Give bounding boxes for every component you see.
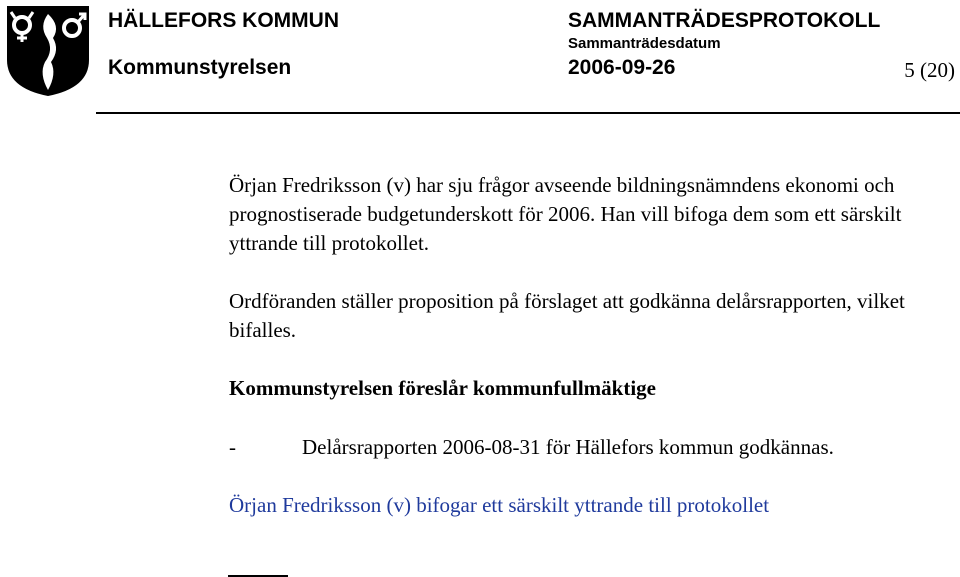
- page-number: 5 (20): [904, 58, 955, 82]
- municipality-coat-of-arms-logo: [3, 2, 93, 98]
- organization-name: HÄLLEFORS KOMMUN: [108, 9, 339, 32]
- paragraph-attachment-note: Örjan Fredriksson (v) bifogar ett särskilt yttrande till protokollet: [229, 493, 770, 517]
- paragraph-questions: Örjan Fredriksson (v) har sju frågor avseende bildningsnämndens ekonomi och prognostiserade budgetunderskott för 2006. Han vill bifoga dem som ett särskilt yttrande till protokollet.: [229, 173, 902, 255]
- board-name: Kommunstyrelsen: [108, 56, 292, 79]
- list-item-text: Delårsrapporten 2006-08-31 för Hällefors kommun godkännas.: [302, 435, 834, 459]
- list-dash: -: [229, 435, 236, 459]
- meeting-date-label: Sammanträdesdatum: [568, 35, 721, 52]
- paragraph-proposition: Ordföranden ställer proposition på förslaget att godkänna delårsrapporten, vilket bifalles.: [229, 289, 905, 342]
- document-type: SAMMANTRÄDESPROTOKOLL: [568, 9, 881, 32]
- paragraph-proposal-heading: Kommunstyrelsen föreslår kommunfullmäktige: [229, 376, 657, 400]
- header-divider: [96, 112, 960, 114]
- meeting-date: 2006-09-26: [568, 56, 676, 79]
